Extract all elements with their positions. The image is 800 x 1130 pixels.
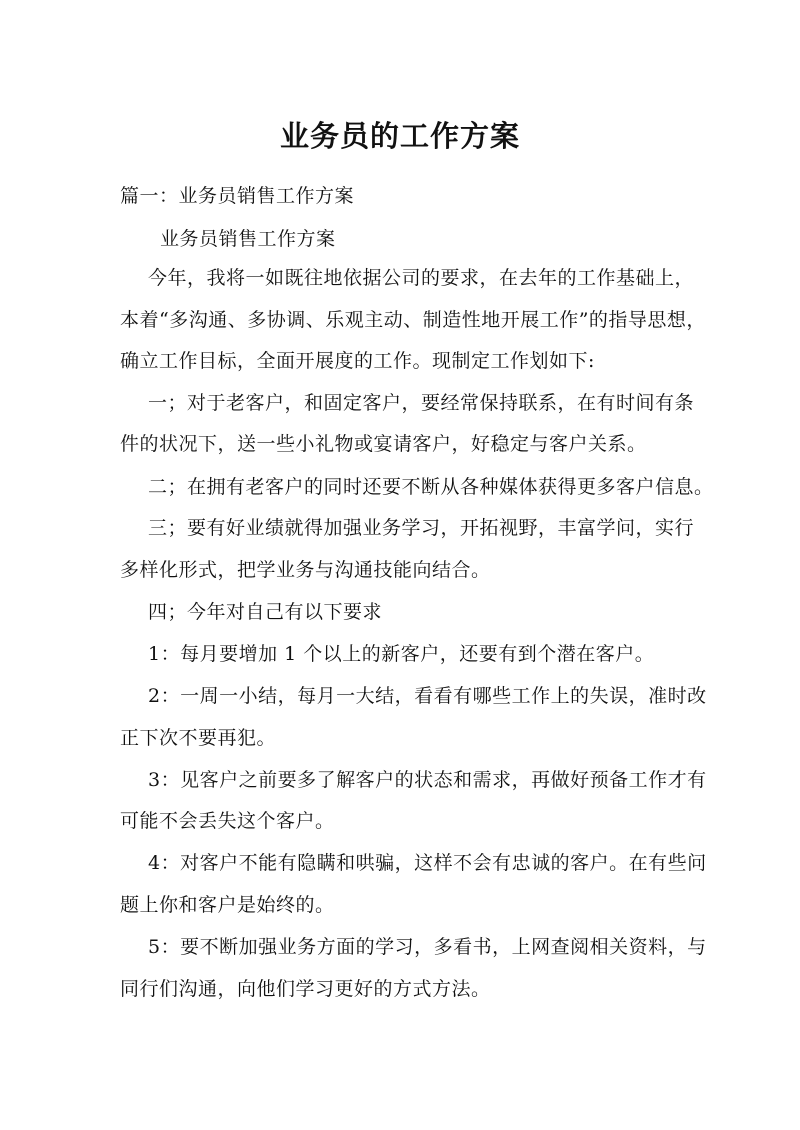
- sub-heading: 业务员销售工作方案: [160, 228, 336, 250]
- paragraph-line: 题上你和客户是始终的。: [120, 894, 335, 916]
- paragraph-line: 3：见客户之前要多了解客户的状态和需求，再做好预备工作才有: [148, 769, 707, 791]
- document-title: 业务员的工作方案: [279, 119, 520, 153]
- paragraph-line: 同行们沟通，向他们学习更好的方式方法。: [120, 978, 491, 1000]
- paragraph-line: 可能不会丢失这个客户。: [120, 810, 335, 832]
- paragraph-line: 一；对于老客户，和固定客户，要经常保持联系，在有时间有条: [148, 392, 695, 414]
- paragraph-line: 多样化形式，把学业务与沟通技能向结合。: [120, 559, 491, 581]
- paragraph-line: 本着“多沟通、多协调、乐观主动、制造性地开展工作”的指导思想，: [120, 309, 706, 331]
- paragraph-line: 三；要有好业绩就得加强业务学习，开拓视野，丰富学问，实行: [148, 517, 695, 539]
- paragraph-line: 确立工作目标，全面开展度的工作。现制定工作划如下:: [120, 350, 595, 372]
- paragraph-line: 正下次不要再犯。: [120, 727, 277, 749]
- paragraph-line: 1：每月要增加 1 个以上的新客户，还要有到个潜在客户。: [148, 643, 655, 665]
- paragraph-line: 今年，我将一如既往地依据公司的要求，在去年的工作基础上，: [148, 267, 695, 289]
- paragraph-line: 5：要不断加强业务方面的学习，多看书，上网查阅相关资料，与: [148, 936, 707, 958]
- paragraph-line: 2：一周一小结，每月一大结，看看有哪些工作上的失误，准时改: [148, 685, 707, 707]
- section-heading: 篇一：业务员销售工作方案: [120, 185, 355, 207]
- paragraph-line: 件的状况下，送一些小礼物或宴请客户，好稳定与客户关系。: [120, 433, 647, 455]
- paragraph-line: 4：对客户不能有隐瞒和哄骗，这样不会有忠诚的客户。在有些问: [148, 852, 707, 874]
- paragraph-line: 二；在拥有老客户的同时还要不断从各种媒体获得更多客户信息。: [148, 476, 714, 498]
- paragraph-line: 四；今年对自己有以下要求: [148, 601, 383, 623]
